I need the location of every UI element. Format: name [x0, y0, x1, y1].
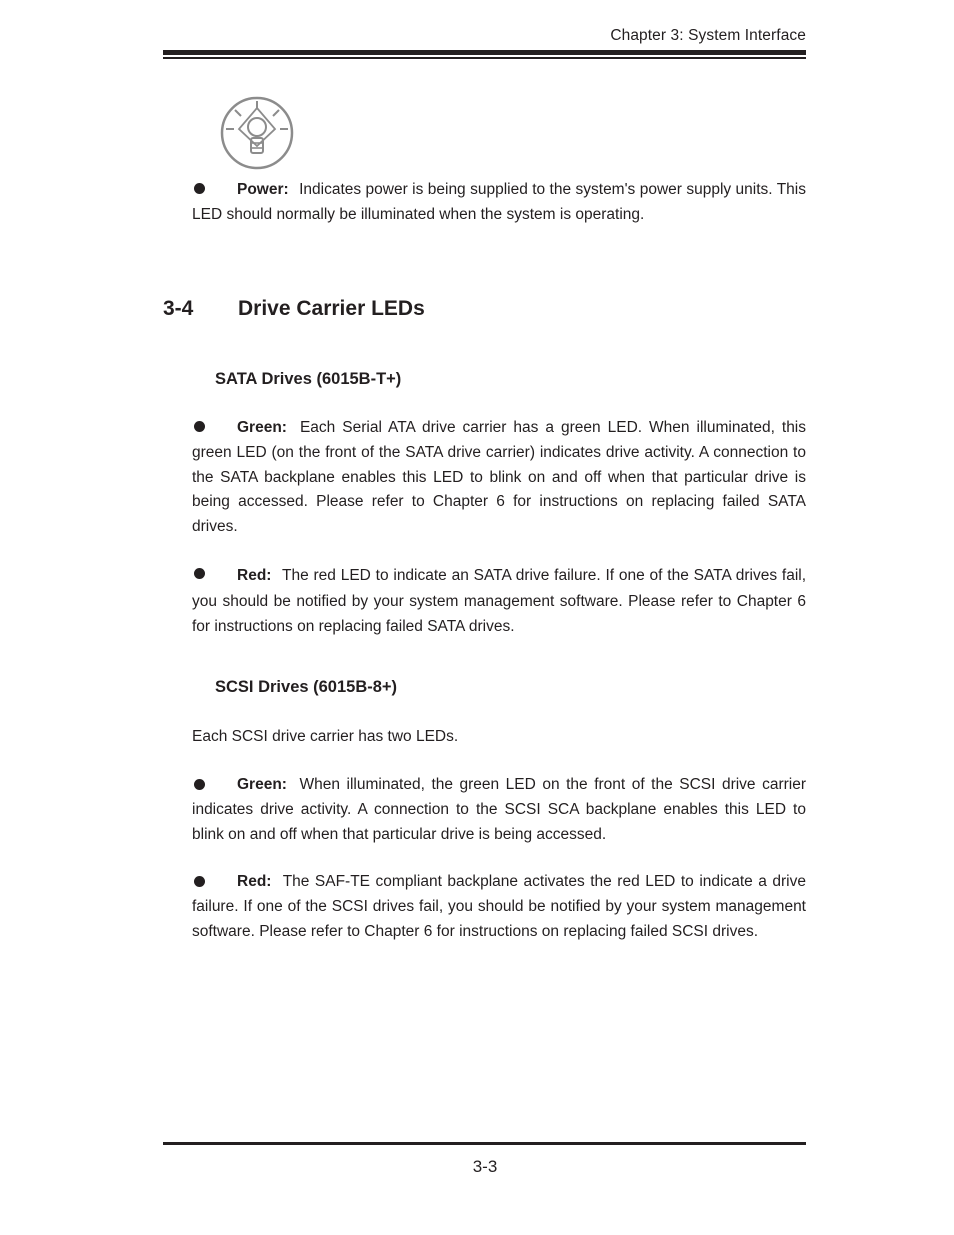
scsi-intro: Each SCSI drive carrier has two LEDs.	[192, 728, 459, 745]
scsi-red-item	[192, 870, 806, 944]
running-header: Chapter 3: System Interface	[610, 27, 806, 44]
item-term: Red:	[237, 873, 272, 890]
item-text: When illuminated, the green LED on the front of the SCSI drive carrier indicates drive activity. A connection to the SCSI SCA backplane enables this LED to blink on and off when that particular drive is being accessed.	[192, 776, 806, 843]
page-number: 3-3	[472, 1157, 498, 1176]
scsi-heading: SCSI Drives (6015B-8+)	[215, 678, 398, 696]
sata-red-item	[192, 563, 806, 640]
item-text: The red LED to indicate an SATA drive failure. If one of the SATA drives fail, you should be notified by your system management software. Please refer to Chapter 6 for instructions on replacing failed SATA drives.	[192, 567, 807, 636]
power-led-item	[192, 178, 806, 228]
lightbulb-icon	[220, 96, 294, 170]
item-text: The SAF-TE compliant backplane activates the red LED to indicate a drive failure. If one of the SCSI drives fail, you should be notified by your system management software. Please refer to Chapter 6 for instructions on replacing failed SCSI drives.	[192, 873, 806, 940]
item-text: Indicates power is being supplied to the system's power supply units. This LED should normally be illuminated when the system is operating.	[192, 181, 806, 223]
header-rule-thin	[163, 57, 806, 59]
header-rule-thick	[163, 50, 806, 55]
item-term: Power:	[237, 181, 289, 198]
section-title: Drive Carrier LEDs	[238, 297, 425, 320]
footer-rule	[163, 1142, 806, 1145]
item-term: Red:	[237, 567, 272, 584]
scsi-green-item	[192, 773, 806, 847]
sata-heading: SATA Drives (6015B-T+)	[215, 370, 402, 388]
item-text: Each Serial ATA drive carrier has a green LED. When illuminated, this green LED (on the front of the SATA drive carrier) indicates drive activity. A connection to the SATA backplane enables this LED to blink on and off when that particular drive is being accessed. Please refer to Chapter 6 for instructions on replacing failed SATA drives.	[192, 419, 807, 536]
item-term: Green:	[237, 776, 287, 793]
sata-green-item	[192, 416, 806, 540]
section-number: 3-4	[163, 297, 194, 320]
item-term: Green:	[237, 419, 287, 436]
